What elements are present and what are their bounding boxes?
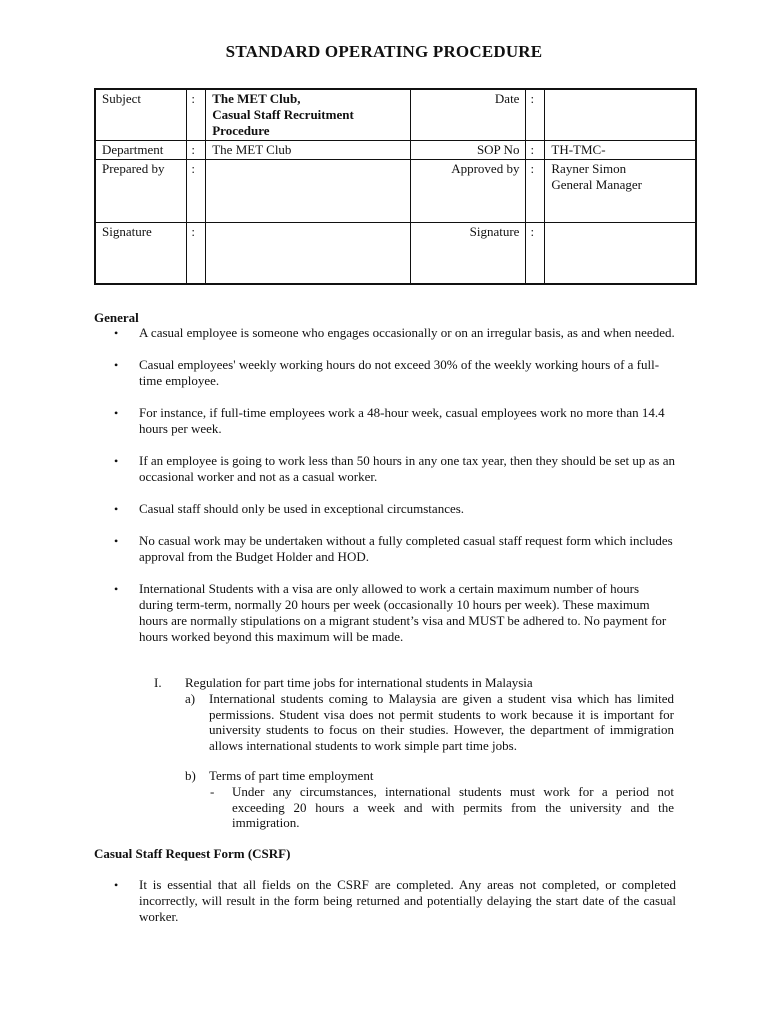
- approved-by-title: General Manager: [551, 177, 642, 192]
- colon: :: [526, 89, 545, 141]
- colon: :: [526, 223, 545, 285]
- department-label: Department: [95, 141, 187, 160]
- signature-label-right: Signature: [410, 223, 525, 285]
- bullet-icon: •: [114, 582, 119, 596]
- signature-box-left: [206, 223, 411, 285]
- general-heading: General: [94, 310, 139, 325]
- dash-marker: -: [210, 784, 215, 799]
- list-item-text: It is essential that all fields on the CSRF are completed. Any areas not completed, or completed incorrectly, will result in the form being returned and potentially delaying the start date of the casual worker.: [139, 877, 676, 924]
- list-item-text: If an employee is going to work less than 50 hours in any one tax year, then they should be set up as an occasional worker and not as a casual worker.: [139, 453, 675, 484]
- list-item-text: For instance, if full-time employees work a 48-hour week, casual employees work no more than 14.4 hours per week.: [139, 405, 665, 436]
- list-item: [94, 501, 676, 517]
- csrf-heading: Casual Staff Request Form (CSRF): [94, 846, 291, 861]
- item-a-marker: a): [185, 691, 196, 706]
- date-value: [545, 89, 696, 141]
- bullet-icon: •: [114, 534, 119, 548]
- csrf-bullet-list: [94, 877, 676, 925]
- list-item-text: International Students with a visa are only allowed to work a certain maximum number of hours during term-term, normally 20 hours per week (occasionally 10 hours per week). These maximum hours are normally stipulations on a migrant student’s visa and MUST be adhered to. No payment for hours worked beyond this maximum will be made.: [139, 581, 667, 644]
- date-label: Date: [410, 89, 525, 141]
- page-title: STANDARD OPERATING PROCEDURE: [225, 42, 543, 61]
- approved-by-name: Rayner Simon: [551, 161, 627, 176]
- sop-header-table: [94, 88, 697, 285]
- colon: :: [187, 141, 206, 160]
- item-b-text: Terms of part time employment: [209, 768, 374, 783]
- approved-by-value: [545, 160, 696, 223]
- subject-value-line: Procedure: [212, 123, 270, 138]
- regulation-marker: I.: [154, 675, 162, 690]
- list-item: [94, 453, 676, 485]
- list-item-text: Casual employees' weekly working hours do not exceed 30% of the weekly working hours of a full-time employee.: [139, 357, 660, 388]
- dash-item-text: Under any circumstances, international students must work for a period not exceeding 20 hours a week and with permits from the university and the immigration.: [232, 784, 674, 830]
- list-item: [94, 581, 676, 645]
- list-item: [94, 533, 676, 565]
- colon: :: [187, 160, 206, 223]
- subject-row: [95, 89, 696, 141]
- list-item-text: Casual staff should only be used in exceptional circumstances.: [139, 501, 465, 516]
- approved-by-label: Approved by: [410, 160, 525, 223]
- colon: :: [187, 89, 206, 141]
- subject-label: Subject: [95, 89, 187, 141]
- colon: :: [187, 223, 206, 285]
- item-a-text: International students coming to Malaysia are given a student visa which has limited permissions. Student visa does not permit students to work because it is important for university students to focus on their studies. However, the department of immigration allows international students to work simple part time jobs.: [209, 691, 674, 753]
- subject-value-line: Casual Staff Recruitment: [212, 107, 354, 122]
- subject-value-line: The MET Club,: [212, 91, 301, 106]
- signature-row: [95, 223, 696, 285]
- prepared-by-label: Prepared by: [95, 160, 187, 223]
- prepared-by-value: [206, 160, 411, 223]
- department-row: [95, 141, 696, 160]
- list-item: [94, 325, 676, 341]
- regulation-title: Regulation for part time jobs for international students in Malaysia: [185, 675, 533, 690]
- signature-label-left: Signature: [95, 223, 187, 285]
- bullet-icon: •: [114, 358, 119, 372]
- sop-no-label: SOP No: [410, 141, 525, 160]
- bullet-icon: •: [114, 326, 119, 340]
- bullet-icon: •: [114, 406, 119, 420]
- signature-box-right: [545, 223, 696, 285]
- general-bullet-list: [94, 325, 676, 645]
- list-item: [94, 405, 676, 437]
- list-item: [94, 877, 676, 925]
- sop-no-value: TH-TMC-: [545, 141, 696, 160]
- list-item-text: A casual employee is someone who engages occasionally or on an irregular basis, as and when needed.: [139, 325, 675, 340]
- list-item: [94, 357, 676, 389]
- colon: :: [526, 141, 545, 160]
- prepared-row: [95, 160, 696, 223]
- subject-value: [206, 89, 411, 141]
- item-b-marker: b): [185, 768, 196, 783]
- list-item-text: No casual work may be undertaken without a fully completed casual staff request form which includes approval from the Budget Holder and HOD.: [139, 533, 673, 564]
- bullet-icon: •: [114, 502, 119, 516]
- bullet-icon: •: [114, 454, 119, 468]
- bullet-icon: •: [114, 878, 119, 892]
- department-value: The MET Club: [206, 141, 411, 160]
- colon: :: [526, 160, 545, 223]
